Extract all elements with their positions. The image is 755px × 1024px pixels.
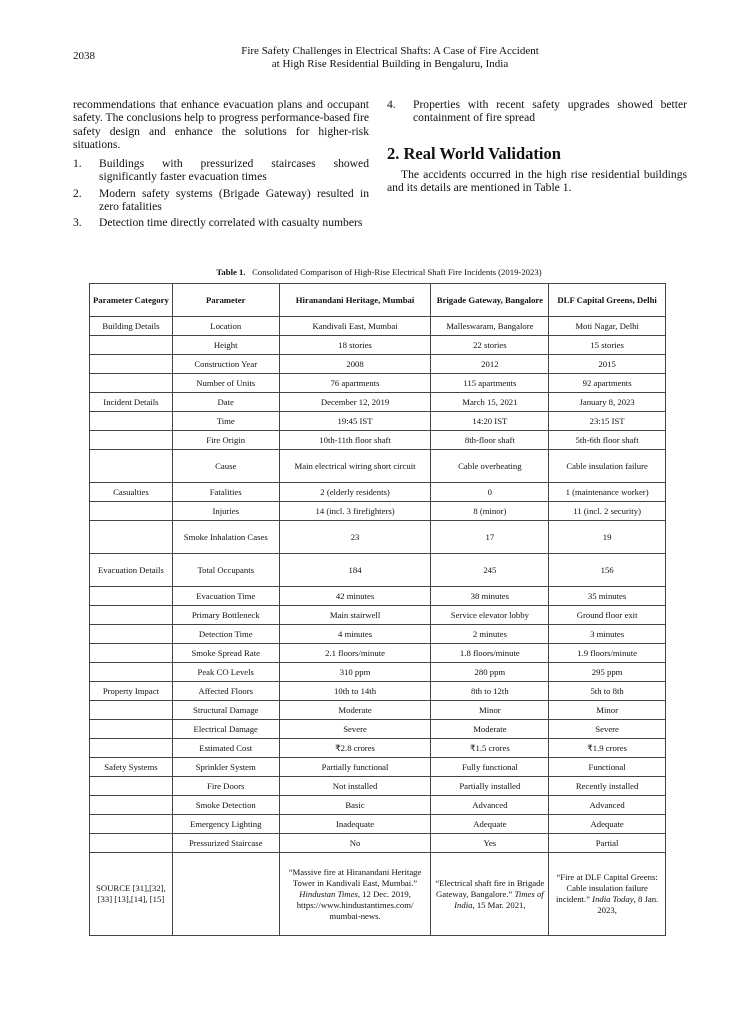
citation-text: “Fire at DLF Capital Greens: Cable insulation failure incident.” xyxy=(555,872,658,904)
parameter-cell: Fatalities xyxy=(172,483,279,502)
comparison-table xyxy=(89,283,666,936)
citation-text: , 15 Mar. 2021, xyxy=(472,899,526,910)
table-cell: Partially functional xyxy=(279,758,431,777)
table-cell: Inadequate xyxy=(279,815,431,834)
table-row xyxy=(90,587,666,606)
category-cell xyxy=(90,777,173,796)
table-cell: 11 (incl. 2 security) xyxy=(549,502,666,521)
column-header: Parameter Category xyxy=(90,284,173,317)
table-row xyxy=(90,834,666,853)
table-cell: Fully functional xyxy=(431,758,549,777)
table-cell: January 8, 2023 xyxy=(549,393,666,412)
table-row xyxy=(90,393,666,412)
table-row xyxy=(90,355,666,374)
table-cell: 115 apartments xyxy=(431,374,549,393)
table-cell: 5th-6th floor shaft xyxy=(549,431,666,450)
table-cell: 1.8 floors/minute xyxy=(431,644,549,663)
table-cell: 1 (maintenance worker) xyxy=(549,483,666,502)
table-row xyxy=(90,431,666,450)
table-cell: 8 (minor) xyxy=(431,502,549,521)
table-row xyxy=(90,796,666,815)
category-cell: Building Details xyxy=(90,317,173,336)
source-row xyxy=(90,853,666,936)
category-cell xyxy=(90,374,173,393)
table-cell: Service elevator lobby xyxy=(431,606,549,625)
parameter-cell: Time xyxy=(172,412,279,431)
table-row xyxy=(90,450,666,483)
table-row xyxy=(90,682,666,701)
category-cell xyxy=(90,355,173,374)
list-item xyxy=(73,157,369,184)
table-cell: 19 xyxy=(549,521,666,554)
source-label: SOURCE [31],[32], [33] [13],[14], [15] xyxy=(90,853,173,936)
category-cell xyxy=(90,739,173,758)
category-cell xyxy=(90,521,173,554)
parameter-cell: Evacuation Time xyxy=(172,587,279,606)
table-cell: 2.1 floors/minute xyxy=(279,644,431,663)
section-heading: 2. Real World Validation xyxy=(387,143,561,163)
table-cell: 0 xyxy=(431,483,549,502)
category-cell xyxy=(90,644,173,663)
table-cell: 10th to 14th xyxy=(279,682,431,701)
table-row xyxy=(90,625,666,644)
parameter-cell: Construction Year xyxy=(172,355,279,374)
table-cell: 2008 xyxy=(279,355,431,374)
table-cell: 2015 xyxy=(549,355,666,374)
findings-list xyxy=(73,157,369,229)
list-text: Detection time directly correlated with casualty numbers xyxy=(99,216,363,230)
list-text: Buildings with pressurized staircases showed significantly faster evacuation times xyxy=(99,157,369,184)
parameter-cell: Height xyxy=(172,336,279,355)
table-cell: 15 stories xyxy=(549,336,666,355)
table-cell: Adequate xyxy=(431,815,549,834)
table-cell: No xyxy=(279,834,431,853)
table-cell: 8th to 12th xyxy=(431,682,549,701)
table-row xyxy=(90,720,666,739)
category-cell: Incident Details xyxy=(90,393,173,412)
parameter-cell: Smoke Inhalation Cases xyxy=(172,521,279,554)
body-paragraph: The accidents occurred in the high rise residential buildings and its details are mentioned in Table 1. xyxy=(387,167,687,195)
category-cell xyxy=(90,720,173,739)
column-header: Hiranandani Heritage, Mumbai xyxy=(279,284,431,317)
parameter-cell: Pressurized Staircase xyxy=(172,834,279,853)
column-header: Parameter xyxy=(172,284,279,317)
findings-list-continued xyxy=(387,98,687,125)
table-cell: 76 apartments xyxy=(279,374,431,393)
table-cell: 280 ppm xyxy=(431,663,549,682)
table-row xyxy=(90,777,666,796)
table-cell: 14:20 IST xyxy=(431,412,549,431)
table-cell: 184 xyxy=(279,554,431,587)
table-cell: Main stairwell xyxy=(279,606,431,625)
table-cell: Minor xyxy=(431,701,549,720)
table-row xyxy=(90,374,666,393)
category-cell xyxy=(90,701,173,720)
category-cell xyxy=(90,431,173,450)
category-cell: Evacuation Details xyxy=(90,554,173,587)
parameter-cell: Emergency Lighting xyxy=(172,815,279,834)
table-cell: 42 minutes xyxy=(279,587,431,606)
citation-text: , 8 Jan. 2023, xyxy=(597,894,659,915)
list-text: Modern safety systems (Brigade Gateway) resulted in zero fatalities xyxy=(99,186,369,214)
running-head xyxy=(190,45,590,71)
left-column xyxy=(73,98,369,233)
parameter-cell: Date xyxy=(172,393,279,412)
table-cell: Partial xyxy=(549,834,666,853)
category-cell xyxy=(90,606,173,625)
table-cell: ₹2.8 crores xyxy=(279,739,431,758)
parameter-cell: Structural Damage xyxy=(172,701,279,720)
table-row xyxy=(90,502,666,521)
parameter-cell: Estimated Cost xyxy=(172,739,279,758)
table-row xyxy=(90,758,666,777)
category-cell: Casualties xyxy=(90,483,173,502)
table-cell: 295 ppm xyxy=(549,663,666,682)
parameter-cell: Fire Origin xyxy=(172,431,279,450)
table-cell: 2 (elderly residents) xyxy=(279,483,431,502)
table-cell: Moderate xyxy=(279,701,431,720)
column-header: DLF Capital Greens, Delhi xyxy=(549,284,666,317)
table-cell xyxy=(172,853,279,936)
table-cell: 3 minutes xyxy=(549,625,666,644)
source-citation xyxy=(549,853,666,936)
source-citation xyxy=(431,853,549,936)
parameter-cell: Primary Bottleneck xyxy=(172,606,279,625)
category-cell xyxy=(90,834,173,853)
table-cell: ₹1.5 crores xyxy=(431,739,549,758)
table-cell: Moti Nagar, Delhi xyxy=(549,317,666,336)
table-cell: 5th to 8th xyxy=(549,682,666,701)
table-cell: 245 xyxy=(431,554,549,587)
table-cell: Minor xyxy=(549,701,666,720)
running-head-line2: at High Rise Residential Building in Bengaluru, India xyxy=(271,58,509,70)
table-row xyxy=(90,739,666,758)
parameter-cell: Electrical Damage xyxy=(172,720,279,739)
category-cell xyxy=(90,815,173,834)
table-cell: Malleswaram, Bangalore xyxy=(431,317,549,336)
parameter-cell: Affected Floors xyxy=(172,682,279,701)
list-item xyxy=(73,216,369,229)
table-cell: 19:45 IST xyxy=(279,412,431,431)
parameter-cell: Injuries xyxy=(172,502,279,521)
table-cell: 14 (incl. 3 firefighters) xyxy=(279,502,431,521)
table-row xyxy=(90,412,666,431)
table-cell: Advanced xyxy=(431,796,549,815)
table-cell: 22 stories xyxy=(431,336,549,355)
table-cell: 2012 xyxy=(431,355,549,374)
running-head-line1: Fire Safety Challenges in Electrical Shafts: A Case of Fire Accident xyxy=(241,45,539,57)
table-cell: 18 stories xyxy=(279,336,431,355)
list-item xyxy=(387,98,687,125)
table-cell: 8th-floor shaft xyxy=(431,431,549,450)
table-cell: ₹1.9 crores xyxy=(549,739,666,758)
list-number: 4. xyxy=(387,98,396,111)
parameter-cell: Total Occupants xyxy=(172,554,279,587)
table-row xyxy=(90,815,666,834)
list-text: Properties with recent safety upgrades showed better containment of fire spread xyxy=(413,98,687,125)
table-cell: 4 minutes xyxy=(279,625,431,644)
parameter-cell: Fire Doors xyxy=(172,777,279,796)
table-cell: Basic xyxy=(279,796,431,815)
category-cell: Safety Systems xyxy=(90,758,173,777)
table-row xyxy=(90,317,666,336)
table-cell: Severe xyxy=(279,720,431,739)
parameter-cell: Peak CO Levels xyxy=(172,663,279,682)
list-number: 1. xyxy=(73,157,82,171)
citation-publication: India Today xyxy=(592,894,634,904)
table-cell: Not installed xyxy=(279,777,431,796)
parameter-cell: Sprinkler System xyxy=(172,758,279,777)
table-cell: 23 xyxy=(279,521,431,554)
parameter-cell: Location xyxy=(172,317,279,336)
table-cell: Kandivali East, Mumbai xyxy=(279,317,431,336)
page-number: 2038 xyxy=(73,50,95,62)
table-row xyxy=(90,521,666,554)
category-cell: Property Impact xyxy=(90,682,173,701)
table-cell: Cable insulation failure xyxy=(549,450,666,483)
list-number: 2. xyxy=(73,186,82,200)
right-column xyxy=(387,98,687,194)
source-citation xyxy=(279,853,431,936)
table-cell: 17 xyxy=(431,521,549,554)
citation-publication: Hindustan Times xyxy=(299,888,358,899)
body-paragraph: recommendations that enhance evacuation plans and occupant safety. The conclusions help to progress performance-based fire safety design and enhance the solutions for higher-risk situations. xyxy=(73,98,369,151)
category-cell xyxy=(90,796,173,815)
table-cell: Partially installed xyxy=(431,777,549,796)
table-row xyxy=(90,701,666,720)
table-cell: 92 apartments xyxy=(549,374,666,393)
table-cell: 38 minutes xyxy=(431,587,549,606)
table-cell: Adequate xyxy=(549,815,666,834)
citation-text: “Massive fire at Hiranandani Heritage Tower in Kandivali East, Mumbai.” xyxy=(288,866,422,888)
table-caption-label: Table 1. xyxy=(216,267,246,277)
table-cell: 2 minutes xyxy=(431,625,549,644)
table-cell: Moderate xyxy=(431,720,549,739)
list-number: 3. xyxy=(73,216,82,230)
table-cell: 10th-11th floor shaft xyxy=(279,431,431,450)
category-cell xyxy=(90,663,173,682)
parameter-cell: Cause xyxy=(172,450,279,483)
table-cell: March 15, 2021 xyxy=(431,393,549,412)
category-cell xyxy=(90,336,173,355)
table-header-row xyxy=(90,284,666,317)
table-cell: December 12, 2019 xyxy=(279,393,431,412)
category-cell xyxy=(90,412,173,431)
table-caption-text: Consolidated Comparison of High-Rise Electrical Shaft Fire Incidents (2019-2023) xyxy=(252,267,542,277)
category-cell xyxy=(90,502,173,521)
category-cell xyxy=(90,450,173,483)
list-item xyxy=(73,187,369,214)
category-cell xyxy=(90,587,173,606)
table-cell: Severe xyxy=(549,720,666,739)
table-cell: Advanced xyxy=(549,796,666,815)
table-cell: 35 minutes xyxy=(549,587,666,606)
table-cell: Functional xyxy=(549,758,666,777)
table-row xyxy=(90,606,666,625)
table-caption xyxy=(73,267,685,277)
citation-publication: Times of India xyxy=(454,888,544,910)
column-header: Brigade Gateway, Bangalore xyxy=(431,284,549,317)
citation-text: “Electrical shaft fire in Brigade Gateway, Bangalore.” xyxy=(435,877,545,899)
table-row xyxy=(90,663,666,682)
table-row xyxy=(90,483,666,502)
parameter-cell: Smoke Detection xyxy=(172,796,279,815)
table-row xyxy=(90,644,666,663)
table-cell: 310 ppm xyxy=(279,663,431,682)
table-cell: Ground floor exit xyxy=(549,606,666,625)
table-row xyxy=(90,554,666,587)
table-cell: 156 xyxy=(549,554,666,587)
parameter-cell: Number of Units xyxy=(172,374,279,393)
table-cell: Cable overheating xyxy=(431,450,549,483)
parameter-cell: Detection Time xyxy=(172,625,279,644)
table-cell: Main electrical wiring short circuit xyxy=(279,450,431,483)
table-row xyxy=(90,336,666,355)
table-cell: 23:15 IST xyxy=(549,412,666,431)
citation-text: , 12 Dec. 2019, https://www.hindustantimes.com/ mumbai-news. xyxy=(296,888,414,921)
table-cell: Yes xyxy=(431,834,549,853)
category-cell xyxy=(90,625,173,644)
table-cell: Recently installed xyxy=(549,777,666,796)
table-cell: 1.9 floors/minute xyxy=(549,644,666,663)
parameter-cell: Smoke Spread Rate xyxy=(172,644,279,663)
